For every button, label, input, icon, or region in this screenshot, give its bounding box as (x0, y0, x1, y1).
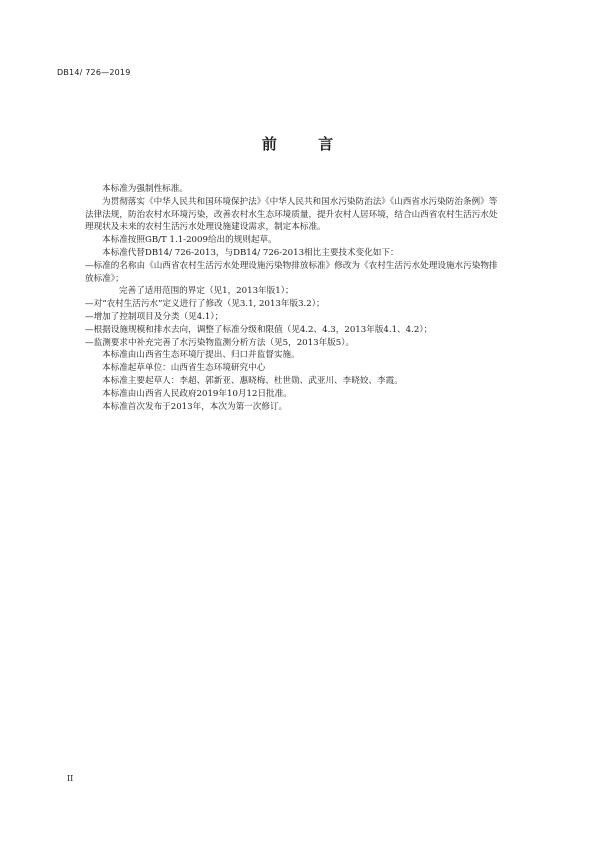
paragraph-proposer: 本标准由山西省生态环境厅提出、归口并监督实施。 (102, 350, 300, 361)
foreword-body (85, 183, 505, 413)
change-item-limits: —根据设施规模和排水去向，调整了标准分级和限值（见4.2、4.3，2013年版4.1、4.2）； (85, 324, 433, 335)
change-item-name: —标准的名称由《山西省农村生活污水处理设施污染物排放标准》修改为《农村生活污水处理设施水污染物排放标准》； (85, 260, 498, 284)
page-number: II (67, 774, 74, 783)
paragraph-replaces: 本标准代替DB14/ 726-2013，与DB14/ 726-2013相比主要技术变化如下： (102, 247, 399, 258)
paragraph-drafting-unit: 本标准起草单位：山西省生态环境研究中心 (102, 363, 266, 374)
page-title: 前 言 (261, 135, 352, 153)
document-code: DB14/ 726—2019 (57, 68, 131, 77)
change-item-scope: 完善了适用范围的界定（见1，2013年版1）； (119, 286, 294, 297)
change-item-control: —增加了控制项目及分类（见4.1）； (85, 311, 224, 322)
paragraph-approval: 本标准由山西省人民政府2019年10月12日批准。 (102, 388, 292, 399)
paragraph-drafting-rules: 本标准按照GB/T 1.1-2009给出的规则起草。 (102, 235, 277, 246)
paragraph-drafters: 本标准主要起草人：李超、郭新亚、惠晓梅、杜世勋、武亚川、李晓姣、李霞。 (102, 375, 403, 386)
paragraph-purpose: 为贯彻落实《中华人民共和国环境保护法》《中华人民共和国水污染防治法》《山西省水污染防治条例》等法律法规，防治农村水环境污染，改善农村水生态环境质量，提升农村人居环境，结合山西省农村生活污水处理现状及未来的农村生活污水处理设施建设需求，制定本标准。 (85, 196, 498, 233)
change-item-definition: —对“农村生活污水”定义进行了修改（见3.1, 2013年版3.2）； (85, 299, 325, 310)
paragraph-mandatory: 本标准为强制性标准。 (102, 184, 188, 194)
paragraph-history: 本标准首次发布于2013年，本次为第一次修订。 (102, 401, 288, 412)
change-item-monitoring: —监测要求中补充完善了水污染物监测分析方法（见5，2013年版5）。 (85, 337, 355, 348)
